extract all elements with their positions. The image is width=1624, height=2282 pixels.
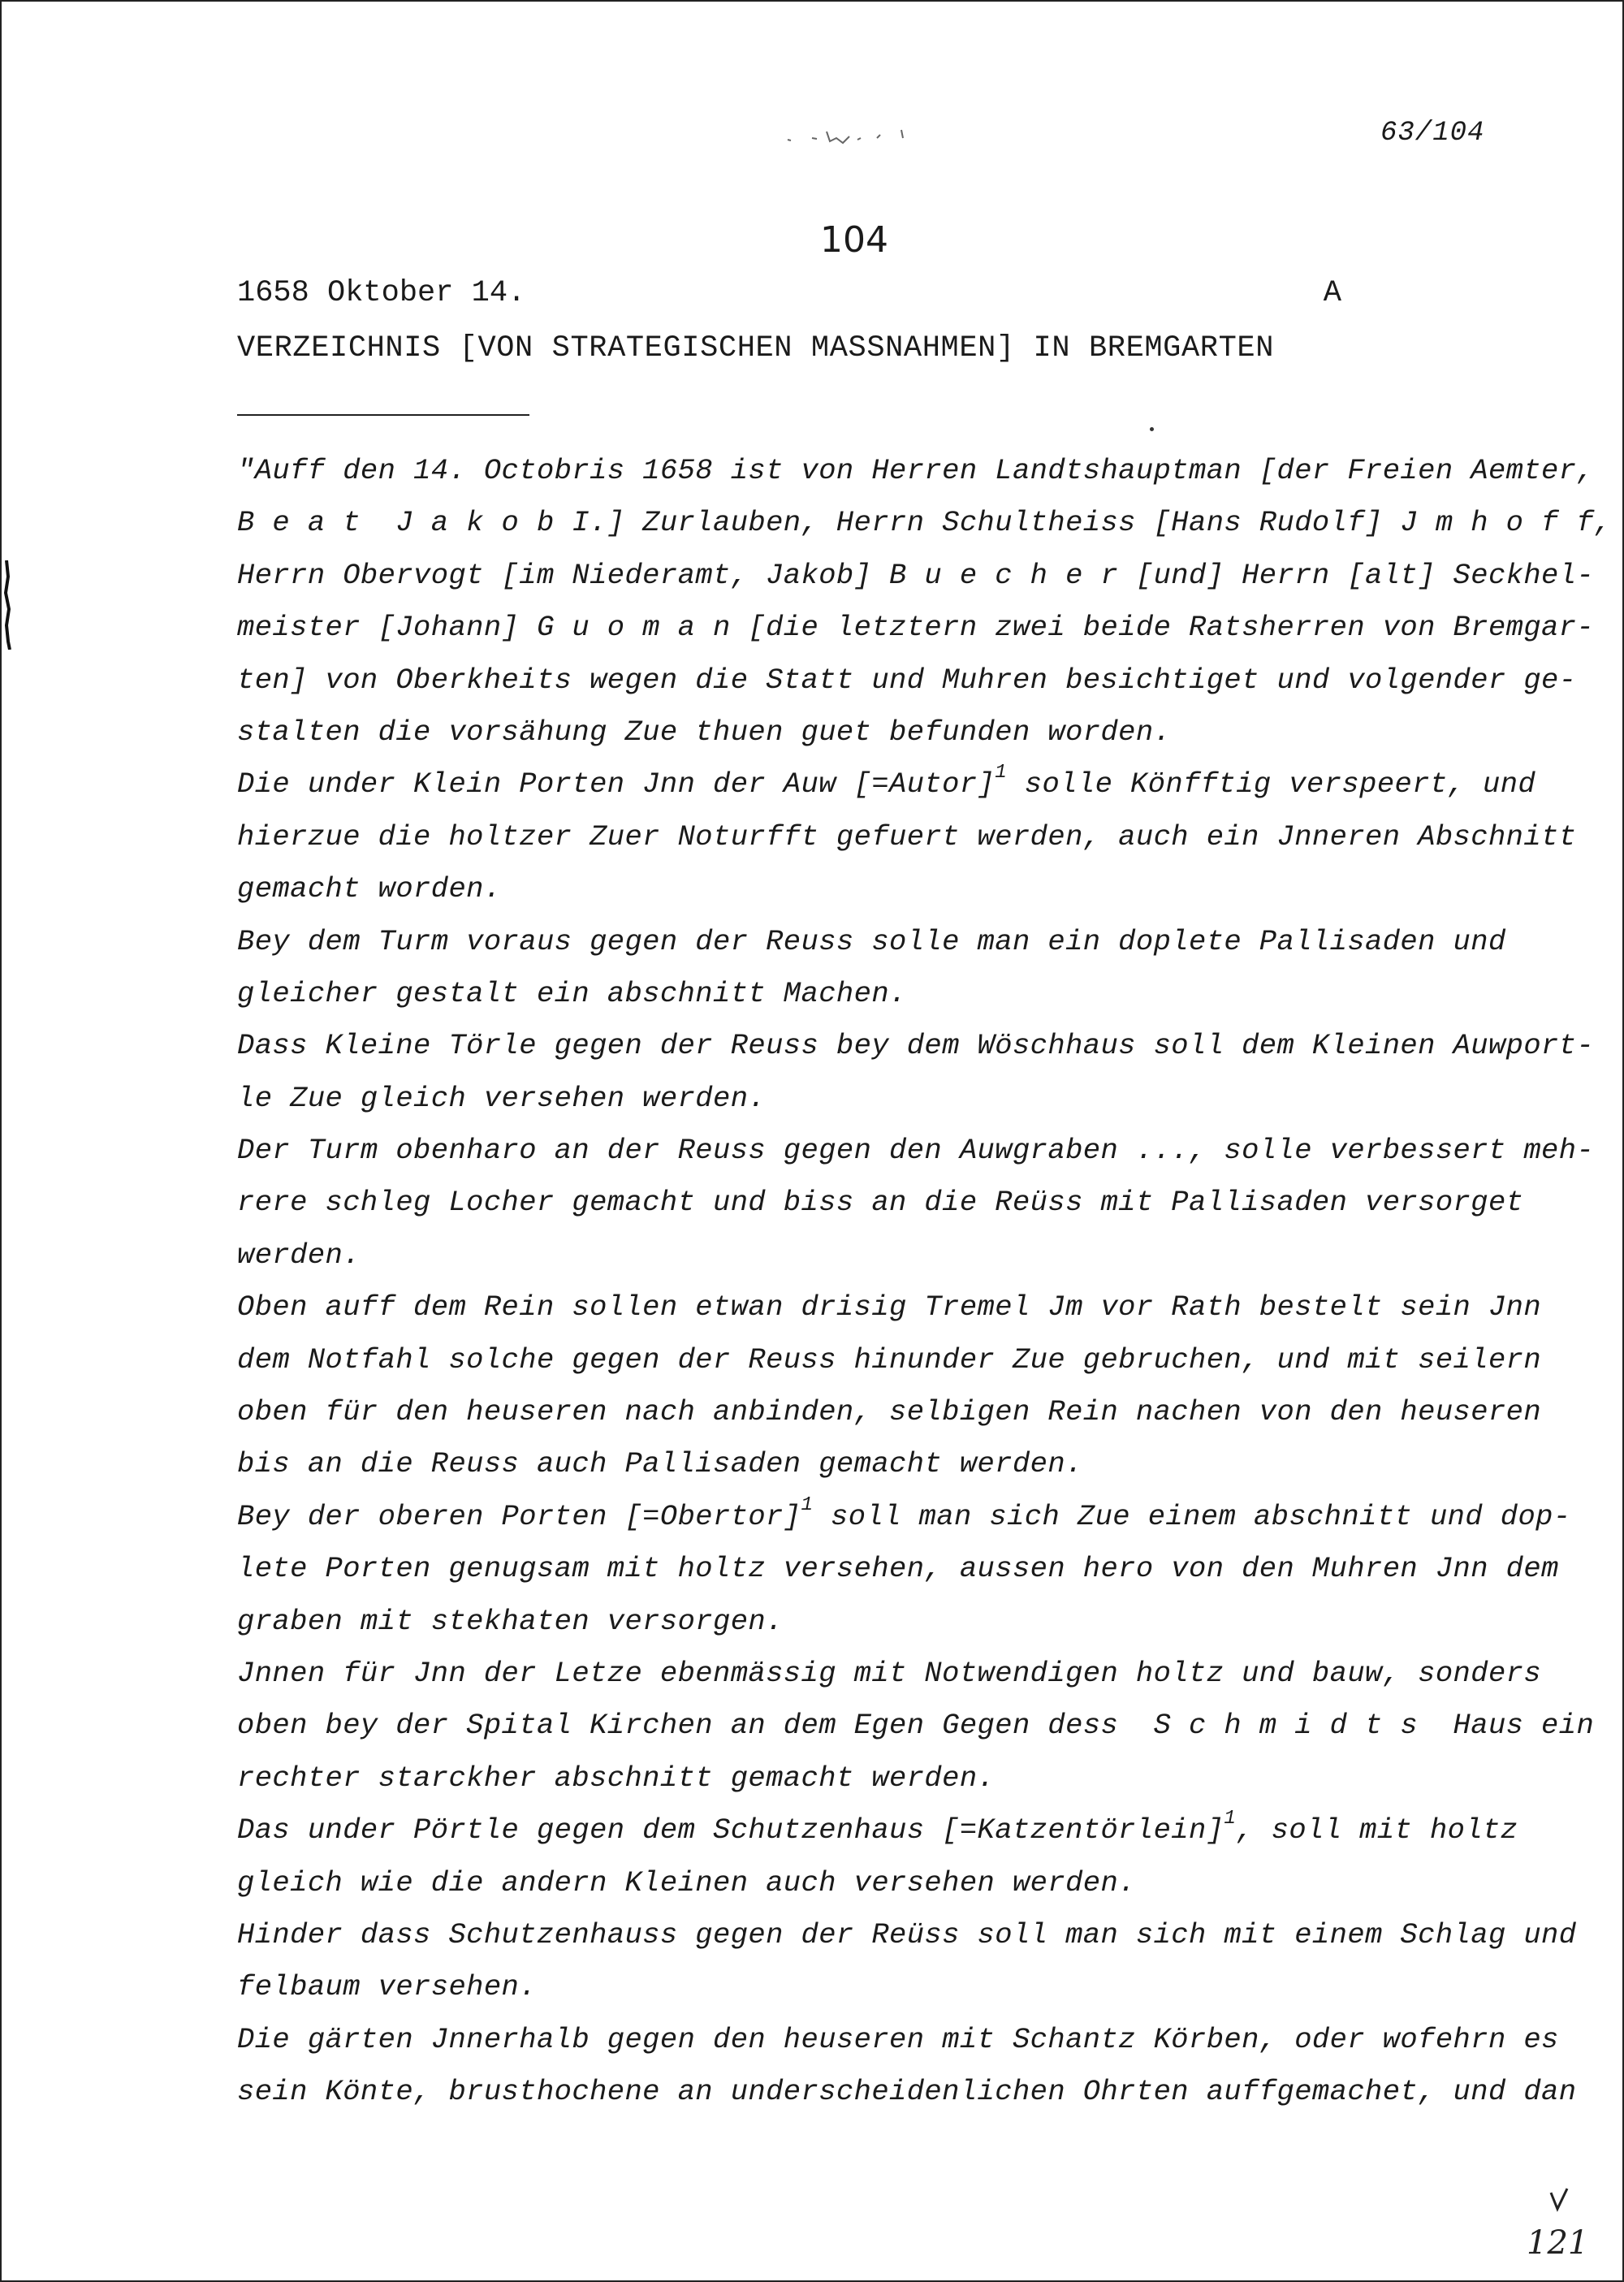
text-line: dem Notfahl solche gegen der Reuss hinunder Zue gebruchen, und mit seilern — [237, 1342, 1542, 1377]
text-line: oben bey der Spital Kirchen an dem Egen Gegen dess S c h m i d t s Haus ein — [237, 1709, 1595, 1743]
footnote-ref: 1 — [801, 1493, 814, 1516]
text-line: Hinder dass Schutzenhauss gegen der Reüss soll man sich mit einem Schlag und — [237, 1917, 1577, 1951]
text-segment: Bey der oberen Porten [=Obertor] — [237, 1499, 801, 1533]
text-line: ten] von Oberkheits wegen die Statt und Muhren besichtiget und volgender ge- — [237, 663, 1577, 697]
text-line: Oben auff dem Rein sollen etwan drisig Tremel Jm vor Rath bestelt sein Jnn — [237, 1290, 1542, 1325]
text-line: Jnnen für Jnn der Letze ebenmässig mit Notwendigen holtz und bauw, sonders — [237, 1656, 1542, 1690]
document-date: 1658 Oktober 14. — [237, 276, 526, 310]
text-line: B e a t J a k o b I.] Zurlauben, Herrn Schultheiss [Hans Rudolf] J m h o f f, — [237, 506, 1612, 540]
body-text — [237, 445, 1612, 2119]
ink-smudge-mark — [780, 114, 942, 154]
text-line: meister [Johann] G u o m a n [die letztern zwei beide Ratsherren von Bremgar- — [237, 611, 1595, 645]
corner-note-text: 121 — [1527, 2224, 1589, 2262]
text-line: stalten die vorsähung Zue thuen guet befunden worden. — [237, 715, 1172, 749]
folio-number: 63/104 — [1380, 118, 1485, 149]
footnote-ref: 1 — [1224, 1808, 1237, 1830]
text-segment: Die under Klein Porten Jnn der Auw [=Autor] — [237, 767, 996, 802]
date-line — [237, 276, 1341, 310]
text-line: graben mit stekhaten versorgen. — [237, 1604, 784, 1638]
footnote-ref: 1 — [995, 762, 1008, 784]
document-title: VERZEICHNIS [VON STRATEGISCHEN MASSNAHMEN] IN BREMGARTEN — [237, 331, 1275, 365]
text-segment: solle Könfftig verspeert, und — [1007, 767, 1536, 802]
text-line: rechter starckher abschnitt gemacht werden. — [237, 1761, 996, 1795]
text-line: Der Turm obenharo an der Reuss gegen den Auwgraben ..., solle verbessert meh- — [237, 1134, 1595, 1168]
text-line: rere schleg Locher gemacht und biss an die Reüss mit Pallisaden versorget — [237, 1186, 1524, 1220]
text-line: gleicher gestalt ein abschnitt Machen. — [237, 976, 907, 1010]
text-segment: Das under Pörtle gegen dem Schutzenhaus [=Katzentörlein] — [237, 1813, 1224, 1848]
text-line: Herrn Obervogt [im Niederamt, Jakob] B u e c h e r [und] Herrn [alt] Seckhel- — [237, 558, 1595, 592]
text-line — [237, 1804, 1518, 1856]
text-segment: soll man sich Zue einem abschnitt und dop- — [813, 1499, 1571, 1533]
text-segment: , soll mit holtz — [1236, 1813, 1518, 1848]
text-line: "Auff den 14. Octobris 1658 ist von Herren Landtshauptman [der Freien Aemter, — [237, 454, 1595, 487]
text-line: le Zue gleich versehen werden. — [237, 1081, 767, 1115]
text-line: hierzue die holtzer Zuer Noturfft gefuert werden, auch ein Jnneren Abschnitt — [237, 819, 1577, 854]
stray-dot — [1150, 427, 1154, 431]
text-line: werden. — [237, 1238, 361, 1272]
document-number: 104 — [820, 219, 888, 261]
text-line: lete Porten genugsam mit holtz versehen, aussen hero von den Muhren Jnn dem — [237, 1552, 1559, 1586]
text-line: Dass Kleine Törle gegen der Reuss bey dem Wöschhaus soll dem Kleinen Auwport- — [237, 1029, 1595, 1063]
text-line: Bey dem Turm voraus gegen der Reuss solle man ein doplete Pallisaden und — [237, 924, 1506, 958]
text-line: bis an die Reuss auch Pallisaden gemacht werden. — [237, 1447, 1083, 1481]
text-line: gemacht worden. — [237, 872, 502, 906]
text-line: sein Könte, brusthochene an underscheidenlichen Ohrten auffgemachet, und dan — [237, 2075, 1577, 2109]
section-mark: A — [1323, 276, 1341, 310]
title-rule — [237, 414, 529, 416]
text-line: oben für den heuseren nach anbinden, selbigen Rein nachen von den heuseren — [237, 1395, 1542, 1429]
text-line — [237, 759, 1536, 810]
text-line: Die gärten Jnnerhalb gegen den heuseren mit Schantz Körben, oder wofehrn es — [237, 2022, 1559, 2056]
margin-ink-mark — [2, 560, 14, 650]
text-line — [237, 1491, 1571, 1543]
text-line: felbaum versehen. — [237, 1970, 537, 2004]
handwritten-page-number — [1527, 2185, 1600, 2266]
text-line: gleich wie die andern Kleinen auch versehen werden. — [237, 1865, 1136, 1900]
